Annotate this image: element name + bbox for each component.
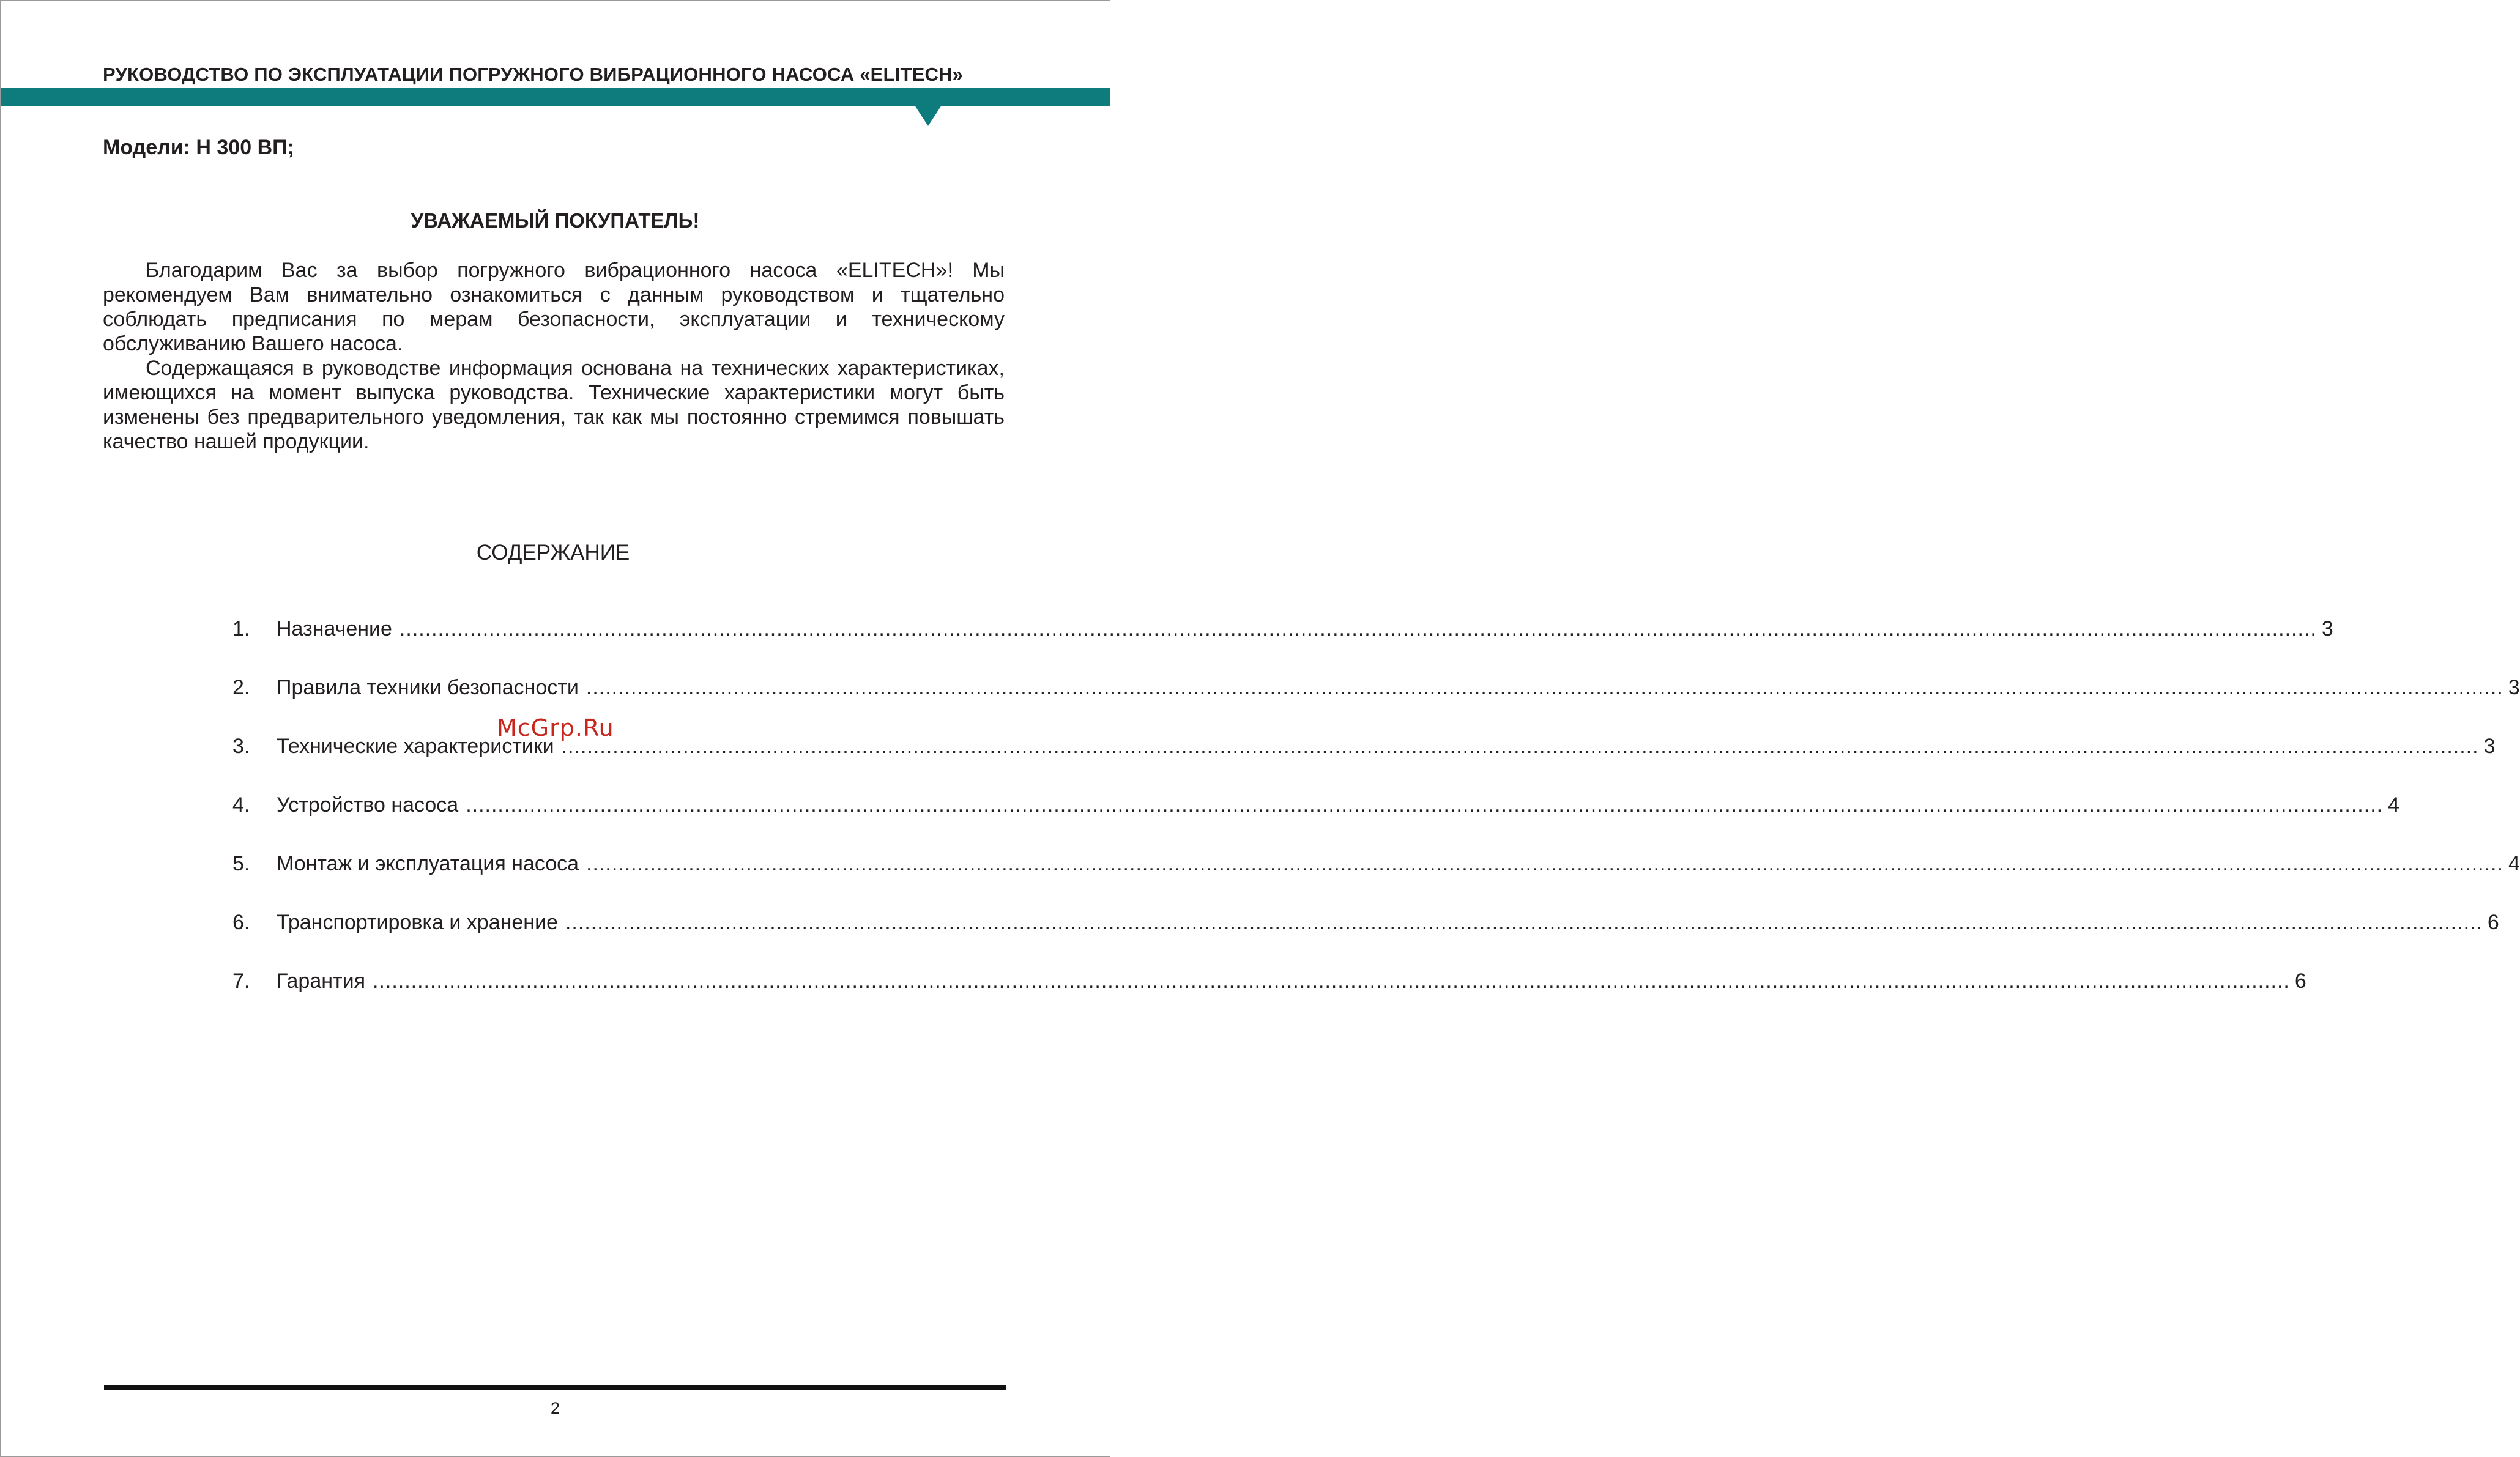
toc-item-page: 3 (2483, 735, 2496, 758)
toc-item-number: 1. (232, 617, 250, 640)
toc-item[interactable] (232, 614, 2333, 673)
toc-item-title: Гарантия (277, 969, 365, 993)
toc-item-title: Технические характеристики (277, 735, 554, 758)
toc-item-leader: ............................................................................................................................................................................................................................................................................................................ (565, 911, 2483, 934)
intro-text (103, 258, 1005, 454)
toc-item-leader: ............................................................................................................................................................................................................................................................................................................ (586, 852, 2503, 875)
toc-item-leader: ............................................................................................................................................................................................................................................................................................................ (399, 617, 2317, 640)
header-band-notch (912, 102, 944, 126)
toc-item-leader: ............................................................................................................................................................................................................................................................................................................ (372, 969, 2290, 993)
footer-rule (104, 1385, 1006, 1390)
page-number: 2 (550, 1399, 560, 1417)
toc-item-title: Устройство насоса (277, 793, 459, 817)
toc-item-title: Правила техники безопасности (277, 676, 579, 699)
toc-item-page: 6 (2294, 969, 2306, 993)
toc-item-number: 5. (232, 852, 250, 875)
toc-item-page: 3 (2321, 617, 2333, 640)
toc-item-number: 3. (232, 735, 250, 758)
toc-item-title: Назначение (277, 617, 392, 640)
models-line: Модели: Н 300 ВП; (103, 136, 294, 159)
watermark: McGrp.Ru (497, 714, 614, 741)
toc-heading: СОДЕРЖАНИЕ (476, 541, 630, 565)
toc-item[interactable] (232, 966, 2306, 1025)
toc-item[interactable] (232, 908, 2499, 966)
toc-item-number: 2. (232, 676, 250, 699)
toc-item-number: 6. (232, 911, 250, 934)
toc-item-title: Монтаж и эксплуатация насоса (277, 852, 579, 875)
intro-paragraph-1: Благодарим Вас за выбор погружного вибрационного насоса «ELITECH»! Мы рекомендуем Вам внимательно ознакомиться с данным руководством и тщательно соблюдать предписания по мерам безопасности, эксплуатации и техническому обслуживанию Вашего насоса. (103, 259, 1005, 355)
toc-item-leader: ............................................................................................................................................................................................................................................................................................................ (585, 676, 2503, 699)
toc-item-number: 4. (232, 793, 250, 817)
toc-item-page: 3 (2508, 676, 2520, 699)
toc-item-page: 4 (2388, 793, 2400, 817)
toc-item-leader: ............................................................................................................................................................................................................................................................................................................ (466, 793, 2384, 817)
toc-item-page: 6 (2487, 911, 2499, 934)
toc-item-page: 4 (2508, 852, 2520, 875)
toc-item[interactable] (232, 849, 2520, 908)
toc-item-number: 7. (232, 969, 250, 993)
header-title: РУКОВОДСТВО ПО ЭКСПЛУАТАЦИИ ПОГРУЖНОГО ВИБРАЦИОННОГО НАСОСА «ELITECH» (103, 64, 964, 85)
intro-paragraph-2: Содержащаяся в руководстве информация основана на технических характеристиках, имеющихся на момент выпуска руководства. Технические характеристики могут быть изменены без предварительного уведомления, так как мы постоянно стремимся повышать качество нашей продукции. (103, 357, 1005, 453)
greeting-heading: УВАЖАЕМЫЙ ПОКУПАТЕЛЬ! (411, 209, 700, 232)
table-of-contents (232, 614, 2520, 1025)
toc-item-leader: ............................................................................................................................................................................................................................................................................................................ (561, 735, 2479, 758)
toc-item[interactable] (232, 790, 2400, 849)
toc-item-title: Транспортировка и хранение (277, 911, 558, 934)
